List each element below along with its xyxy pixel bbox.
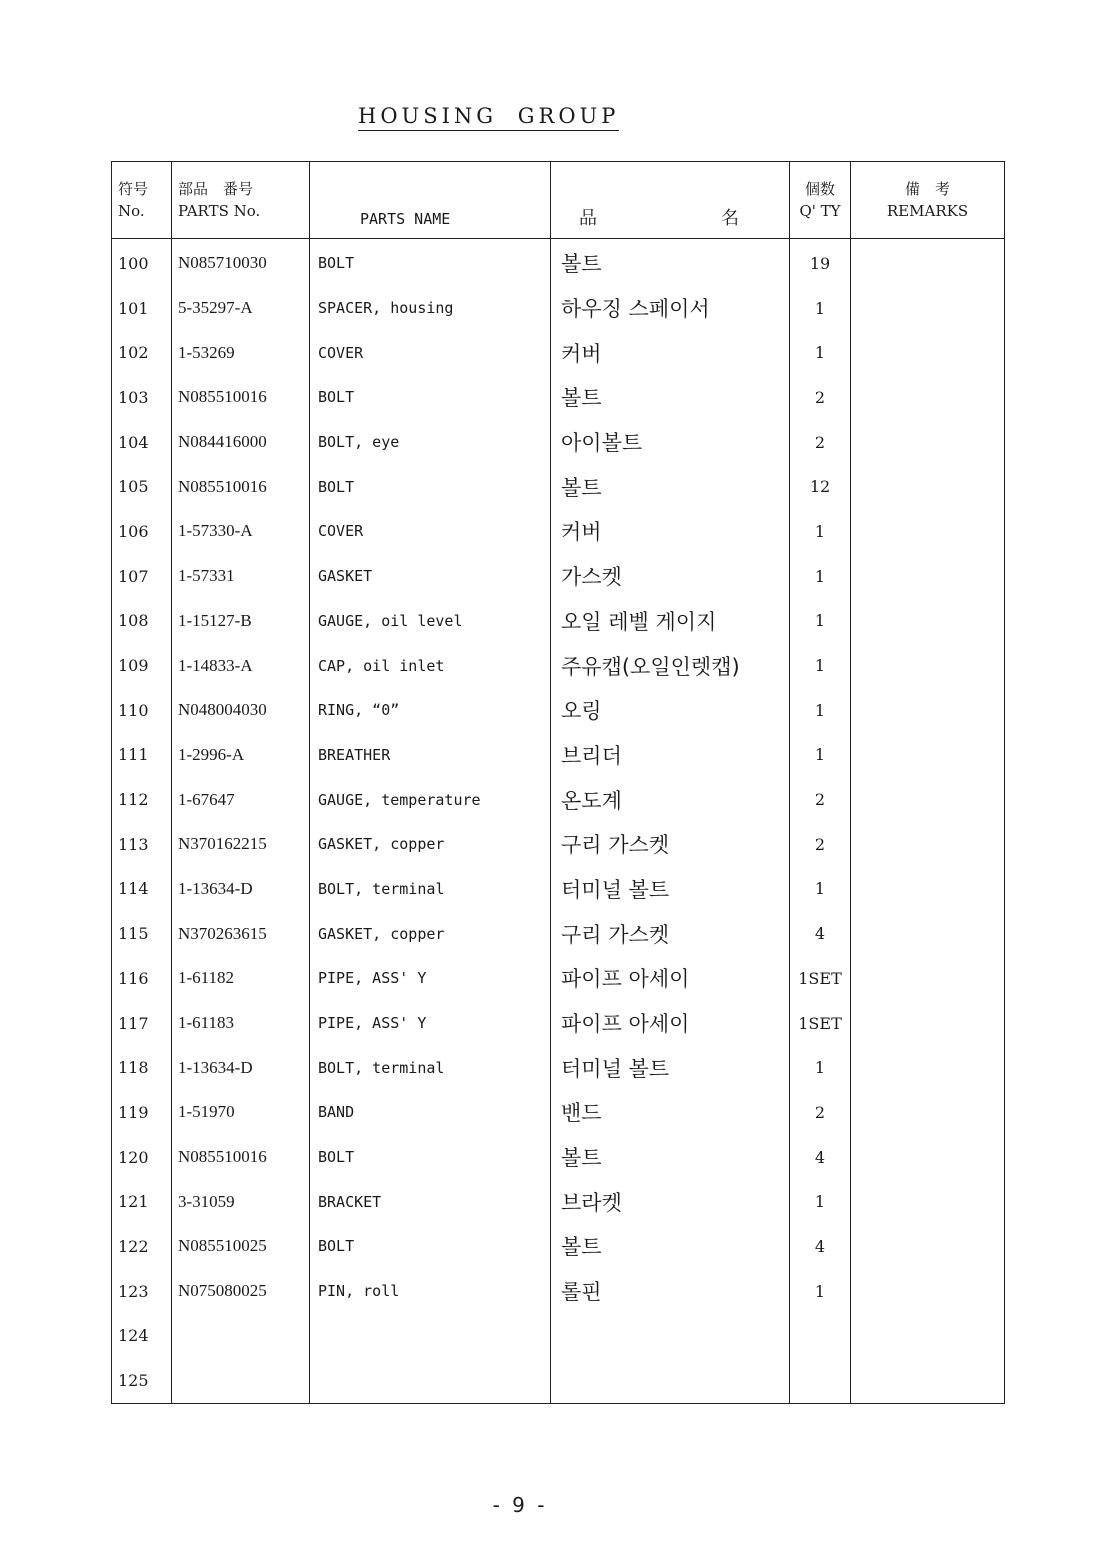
header-symbol-cjk: 符号 [118, 180, 149, 198]
table-row [112, 1045, 1005, 1090]
cell-part-name: GASKET, copper [310, 911, 551, 956]
cell-remarks [851, 599, 1005, 644]
cell-part-name-kor [551, 1314, 790, 1359]
cell-part-name: BOLT [310, 375, 551, 420]
cell-symbol-no: 125 [112, 1358, 172, 1403]
cell-part-number: N085710030 [172, 239, 310, 286]
cell-part-name: BOLT [310, 1224, 551, 1269]
header-qty-cjk: 個数 [804, 180, 835, 198]
cell-symbol-no: 104 [112, 420, 172, 465]
cell-remarks [851, 1045, 1005, 1090]
cell-remarks [851, 911, 1005, 956]
cell-remarks [851, 867, 1005, 912]
cell-part-name-kor: 브라켓 [551, 1179, 790, 1224]
cell-remarks [851, 733, 1005, 778]
cell-symbol-no: 120 [112, 1135, 172, 1180]
header-qty-en: Q' TY [799, 202, 841, 220]
cell-symbol-no: 105 [112, 464, 172, 509]
cell-symbol-no: 110 [112, 688, 172, 733]
cell-part-number: 1-2996-A [172, 733, 310, 778]
cell-part-name: GAUGE, temperature [310, 777, 551, 822]
cell-part-name: BOLT [310, 239, 551, 286]
table-row [112, 1224, 1005, 1269]
cell-remarks [851, 777, 1005, 822]
table-row [112, 239, 1005, 286]
cell-part-name-kor: 롤핀 [551, 1269, 790, 1314]
cell-part-name-kor: 오일 레벨 게이지 [551, 599, 790, 644]
page-number: - 9 - [492, 1493, 548, 1517]
cell-part-name-kor: 구리 가스켓 [551, 911, 790, 956]
cell-part-name-kor: 브리더 [551, 733, 790, 778]
cell-part-number: 1-57331 [172, 554, 310, 599]
cell-part-name: BOLT [310, 464, 551, 509]
table-row [112, 330, 1005, 375]
cell-part-number: N084416000 [172, 420, 310, 465]
cell-part-number: N048004030 [172, 688, 310, 733]
cell-part-number: N085510025 [172, 1224, 310, 1269]
cell-symbol-no: 106 [112, 509, 172, 554]
cell-symbol-no: 124 [112, 1314, 172, 1359]
cell-quantity: 4 [790, 1135, 851, 1180]
cell-symbol-no: 111 [112, 733, 172, 778]
cell-part-number: 5-35297-A [172, 286, 310, 331]
table-row [112, 1135, 1005, 1180]
table-row [112, 1090, 1005, 1135]
cell-part-number: 1-15127-B [172, 599, 310, 644]
cell-part-name: BOLT, eye [310, 420, 551, 465]
cell-part-number [172, 1314, 310, 1359]
cell-remarks [851, 420, 1005, 465]
cell-symbol-no: 103 [112, 375, 172, 420]
cell-part-number: N075080025 [172, 1269, 310, 1314]
cell-part-name: GAUGE, oil level [310, 599, 551, 644]
table-row [112, 509, 1005, 554]
cell-part-name-kor: 커버 [551, 509, 790, 554]
cell-quantity: 1 [790, 1179, 851, 1224]
table-row [112, 1314, 1005, 1359]
table-row [112, 420, 1005, 465]
cell-remarks [851, 375, 1005, 420]
table-row [112, 1269, 1005, 1314]
table-row [112, 1001, 1005, 1046]
cell-symbol-no: 123 [112, 1269, 172, 1314]
cell-part-name-kor: 볼트 [551, 375, 790, 420]
table-row [112, 867, 1005, 912]
table-header-row [112, 162, 1005, 239]
cell-part-number: N370162215 [172, 822, 310, 867]
document-title: HOUSING GROUP [358, 104, 619, 131]
cell-remarks [851, 688, 1005, 733]
table-row [112, 599, 1005, 644]
header-kor-char-1: 品 [579, 208, 597, 229]
cell-quantity: 2 [790, 1090, 851, 1135]
cell-part-name-kor: 파이프 아세이 [551, 956, 790, 1001]
cell-quantity: 2 [790, 375, 851, 420]
cell-part-name [310, 1314, 551, 1359]
header-parts-no [172, 162, 310, 239]
cell-quantity: 1SET [790, 956, 851, 1001]
header-parts-no-en: PARTS No. [178, 202, 261, 220]
cell-remarks [851, 286, 1005, 331]
cell-part-number [172, 1358, 310, 1403]
cell-part-name: PIPE, ASS' Y [310, 956, 551, 1001]
cell-part-name [310, 1358, 551, 1403]
cell-part-name: CAP, oil inlet [310, 643, 551, 688]
header-remarks [851, 162, 1005, 239]
parts-table-body [112, 239, 1005, 1404]
cell-remarks [851, 509, 1005, 554]
cell-quantity: 1 [790, 1045, 851, 1090]
cell-part-name-kor: 하우징 스페이서 [551, 286, 790, 331]
header-remarks-en: REMARKS [886, 202, 969, 220]
cell-part-number: N085510016 [172, 1135, 310, 1180]
cell-part-number: 1-61183 [172, 1001, 310, 1046]
cell-quantity: 12 [790, 464, 851, 509]
cell-quantity [790, 1314, 851, 1359]
cell-quantity [790, 1358, 851, 1403]
cell-part-name: BREATHER [310, 733, 551, 778]
cell-remarks [851, 1001, 1005, 1046]
cell-symbol-no: 121 [112, 1179, 172, 1224]
cell-remarks [851, 1090, 1005, 1135]
cell-part-name: GASKET [310, 554, 551, 599]
cell-remarks [851, 464, 1005, 509]
header-parts-name: PARTS NAME [310, 162, 551, 239]
table-row [112, 286, 1005, 331]
cell-part-name-kor: 가스켓 [551, 554, 790, 599]
cell-quantity: 1 [790, 867, 851, 912]
table-row [112, 1358, 1005, 1403]
cell-part-name-kor: 밴드 [551, 1090, 790, 1135]
cell-part-number: 1-61182 [172, 956, 310, 1001]
cell-part-name: COVER [310, 509, 551, 554]
cell-part-number: 3-31059 [172, 1179, 310, 1224]
cell-symbol-no: 113 [112, 822, 172, 867]
cell-part-number: N085510016 [172, 375, 310, 420]
cell-quantity: 1 [790, 330, 851, 375]
cell-symbol-no: 114 [112, 867, 172, 912]
cell-part-name-kor [551, 1358, 790, 1403]
cell-quantity: 1 [790, 599, 851, 644]
cell-part-name: BOLT [310, 1135, 551, 1180]
cell-remarks [851, 554, 1005, 599]
cell-part-number: 1-51970 [172, 1090, 310, 1135]
cell-part-name-kor: 터미널 볼트 [551, 867, 790, 912]
cell-remarks [851, 1224, 1005, 1269]
cell-quantity: 2 [790, 822, 851, 867]
cell-quantity: 1 [790, 286, 851, 331]
cell-quantity: 19 [790, 239, 851, 286]
cell-part-number: 1-67647 [172, 777, 310, 822]
cell-remarks [851, 1179, 1005, 1224]
cell-symbol-no: 122 [112, 1224, 172, 1269]
parts-table [111, 161, 1005, 1404]
cell-part-name: BOLT, terminal [310, 1045, 551, 1090]
cell-symbol-no: 112 [112, 777, 172, 822]
table-row [112, 643, 1005, 688]
header-qty [790, 162, 851, 239]
cell-symbol-no: 115 [112, 911, 172, 956]
cell-part-name-kor: 볼트 [551, 464, 790, 509]
table-row [112, 733, 1005, 778]
cell-part-name-kor: 볼트 [551, 239, 790, 286]
table-row [112, 554, 1005, 599]
cell-symbol-no: 100 [112, 239, 172, 286]
cell-quantity: 4 [790, 1224, 851, 1269]
cell-symbol-no: 119 [112, 1090, 172, 1135]
cell-part-number: N085510016 [172, 464, 310, 509]
cell-part-number: 1-13634-D [172, 867, 310, 912]
cell-quantity: 1 [790, 643, 851, 688]
cell-symbol-no: 108 [112, 599, 172, 644]
header-kor-char-2: 名 [721, 208, 739, 229]
cell-part-number: 1-53269 [172, 330, 310, 375]
cell-part-number: 1-13634-D [172, 1045, 310, 1090]
cell-part-name: BOLT, terminal [310, 867, 551, 912]
cell-part-name: PIN, roll [310, 1269, 551, 1314]
cell-quantity: 1SET [790, 1001, 851, 1046]
header-symbol-no [112, 162, 172, 239]
cell-part-name: COVER [310, 330, 551, 375]
cell-part-name-kor: 파이프 아세이 [551, 1001, 790, 1046]
cell-quantity: 1 [790, 733, 851, 778]
cell-quantity: 4 [790, 911, 851, 956]
cell-part-number: 1-14833-A [172, 643, 310, 688]
cell-part-name-kor: 구리 가스켓 [551, 822, 790, 867]
table-row [112, 688, 1005, 733]
cell-part-name-kor: 커버 [551, 330, 790, 375]
cell-quantity: 2 [790, 420, 851, 465]
cell-part-name-kor: 온도계 [551, 777, 790, 822]
cell-symbol-no: 107 [112, 554, 172, 599]
cell-remarks [851, 330, 1005, 375]
header-symbol-en: No. [118, 202, 145, 220]
cell-symbol-no: 101 [112, 286, 172, 331]
cell-part-name-kor: 볼트 [551, 1224, 790, 1269]
cell-quantity: 1 [790, 554, 851, 599]
table-row [112, 375, 1005, 420]
cell-part-name: RING, “0” [310, 688, 551, 733]
table-row [112, 777, 1005, 822]
cell-part-name: SPACER, housing [310, 286, 551, 331]
cell-part-name-kor: 오링 [551, 688, 790, 733]
cell-remarks [851, 239, 1005, 286]
header-parts-name-kor [551, 162, 790, 239]
header-remarks-cjk: 備 考 [904, 180, 950, 198]
cell-symbol-no: 109 [112, 643, 172, 688]
parts-table-container [111, 161, 1004, 1393]
cell-remarks [851, 1314, 1005, 1359]
cell-part-name: PIPE, ASS' Y [310, 1001, 551, 1046]
cell-symbol-no: 117 [112, 1001, 172, 1046]
table-row [112, 956, 1005, 1001]
cell-remarks [851, 1358, 1005, 1403]
cell-symbol-no: 118 [112, 1045, 172, 1090]
table-row [112, 822, 1005, 867]
cell-part-name-kor: 아이볼트 [551, 420, 790, 465]
cell-symbol-no: 102 [112, 330, 172, 375]
cell-part-name-kor: 주유캡(오일인렛캡) [551, 643, 790, 688]
cell-part-name: BRACKET [310, 1179, 551, 1224]
table-row [112, 464, 1005, 509]
cell-remarks [851, 956, 1005, 1001]
table-row [112, 911, 1005, 956]
cell-remarks [851, 1135, 1005, 1180]
cell-quantity: 1 [790, 1269, 851, 1314]
cell-quantity: 2 [790, 777, 851, 822]
cell-part-name: BAND [310, 1090, 551, 1135]
cell-part-number: N370263615 [172, 911, 310, 956]
cell-remarks [851, 1269, 1005, 1314]
cell-quantity: 1 [790, 509, 851, 554]
cell-part-number: 1-57330-A [172, 509, 310, 554]
cell-quantity: 1 [790, 688, 851, 733]
header-parts-no-cjk: 部品 番号 [178, 180, 254, 198]
cell-remarks [851, 643, 1005, 688]
cell-part-name: GASKET, copper [310, 822, 551, 867]
cell-remarks [851, 822, 1005, 867]
cell-part-name-kor: 볼트 [551, 1135, 790, 1180]
cell-symbol-no: 116 [112, 956, 172, 1001]
cell-part-name-kor: 터미널 볼트 [551, 1045, 790, 1090]
table-row [112, 1179, 1005, 1224]
